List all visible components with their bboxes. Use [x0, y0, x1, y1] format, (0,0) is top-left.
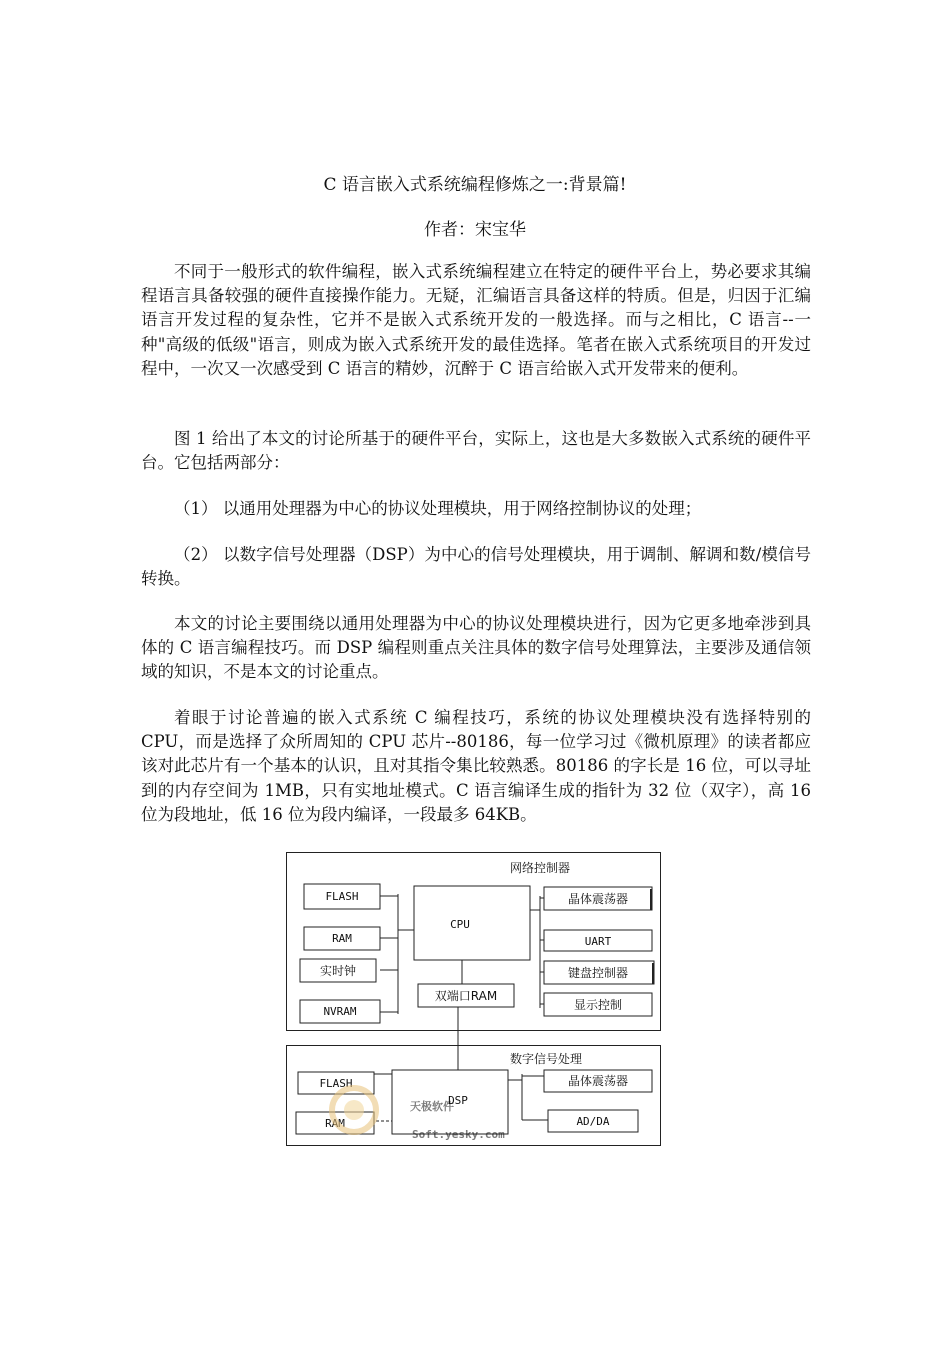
hardware-block-diagram [282, 848, 666, 1150]
paragraph-item-2: （2） 以数字信号处理器（DSP）为中心的信号处理模块，用于调制、解调和数/模信号转换。 [141, 545, 811, 589]
block-keyboard-controller [544, 961, 654, 984]
svg-text:NVRAM: NVRAM [323, 1005, 357, 1018]
paragraph-focus: 本文的讨论主要围绕以通用处理器为中心的协议处理模块进行，因为它更多地牵涉到具体的 C 语言编程技巧。而 DSP 编程则重点关注具体的数字信号处理算法，主要涉及通信领域的知识，不是本文的讨论重点。 [141, 614, 811, 682]
svg-text:DSP: DSP [448, 1094, 468, 1107]
svg-text:FLASH: FLASH [325, 890, 359, 903]
svg-text:实时钟: 实时钟 [319, 964, 357, 978]
svg-text:键盘控制器: 键盘控制器 [567, 966, 629, 980]
block-dsp-crystal-oscillator [544, 1070, 652, 1092]
block-dual-port-ram [418, 984, 514, 1007]
svg-text:RAM: RAM [325, 1117, 345, 1130]
paragraph-figure-intro: 图 1 给出了本文的讨论所基于的硬件平台，实际上，这也是大多数嵌入式系统的硬件平台。它包括两部分： [141, 429, 811, 473]
svg-text:Soft.yesky.com: Soft.yesky.com [412, 1128, 505, 1141]
svg-text:CPU: CPU [450, 918, 470, 931]
block-ram [304, 927, 380, 950]
svg-text:AD/DA: AD/DA [576, 1115, 610, 1128]
svg-text:晶体震荡器: 晶体震荡器 [567, 892, 629, 906]
block-ad-da [548, 1110, 638, 1132]
document-title: C 语言嵌入式系统编程修炼之一:背景篇! [323, 175, 627, 195]
block-display-control [544, 993, 652, 1016]
block-rtc [300, 959, 376, 982]
paragraph-intro: 不同于一般形式的软件编程，嵌入式系统编程建立在特定的硬件平台上，势必要求其编程语言具备较强的硬件直接操作能力。无疑，汇编语言具备这样的特质。但是，归因于汇编语言开发过程的复杂性，它并不是嵌入式系统开发的一般选择。而与之相比，C 语言--一种"高级的低级"语言，则成为嵌入式系统开发的最佳选择。笔者在嵌入式系统项目的开发过程中，一次又一次感受到 C 语言的精妙，沉醉于 C 语言给嵌入式开发带来的便利。 [141, 262, 811, 378]
svg-text:显示控制: 显示控制 [573, 998, 623, 1012]
network-controller-title: 网络控制器 [510, 861, 571, 875]
svg-text:双端口RAM: 双端口RAM [434, 989, 498, 1003]
block-nvram [300, 1000, 380, 1023]
svg-text:晶体震荡器: 晶体震荡器 [567, 1074, 629, 1088]
block-cpu [414, 886, 530, 960]
author-line: 作者：宋宝华 [424, 220, 526, 240]
block-uart [544, 930, 652, 951]
svg-text:RAM: RAM [332, 932, 352, 945]
svg-text:天极软件: 天极软件 [410, 1100, 454, 1113]
paragraph-item-1: （1） 以通用处理器为中心的协议处理模块，用于网络控制协议的处理； [174, 499, 702, 518]
svg-text:UART: UART [584, 935, 612, 948]
block-flash [304, 884, 380, 909]
block-crystal-oscillator [544, 887, 652, 910]
dsp-module-title: 数字信号处理 [510, 1052, 583, 1066]
svg-text:FLASH: FLASH [319, 1077, 353, 1090]
paragraph-cpu: 着眼于讨论普遍的嵌入式系统 C 编程技巧，系统的协议处理模块没有选择特别的 CPU，而是选择了众所周知的 CPU 芯片--80186，每一位学习过《微机原理》的读者都应该对此芯片有一个基本的认识，且对其指令集比较熟悉。80186 的字长是 16 位，可以寻址到的内存空间为 1MB，只有实地址模式。C 语言编译生成的指针为 32 位（双字），高 16 位为段地址，低 16 位为段内编译，一段最多 64KB。 [141, 708, 811, 824]
